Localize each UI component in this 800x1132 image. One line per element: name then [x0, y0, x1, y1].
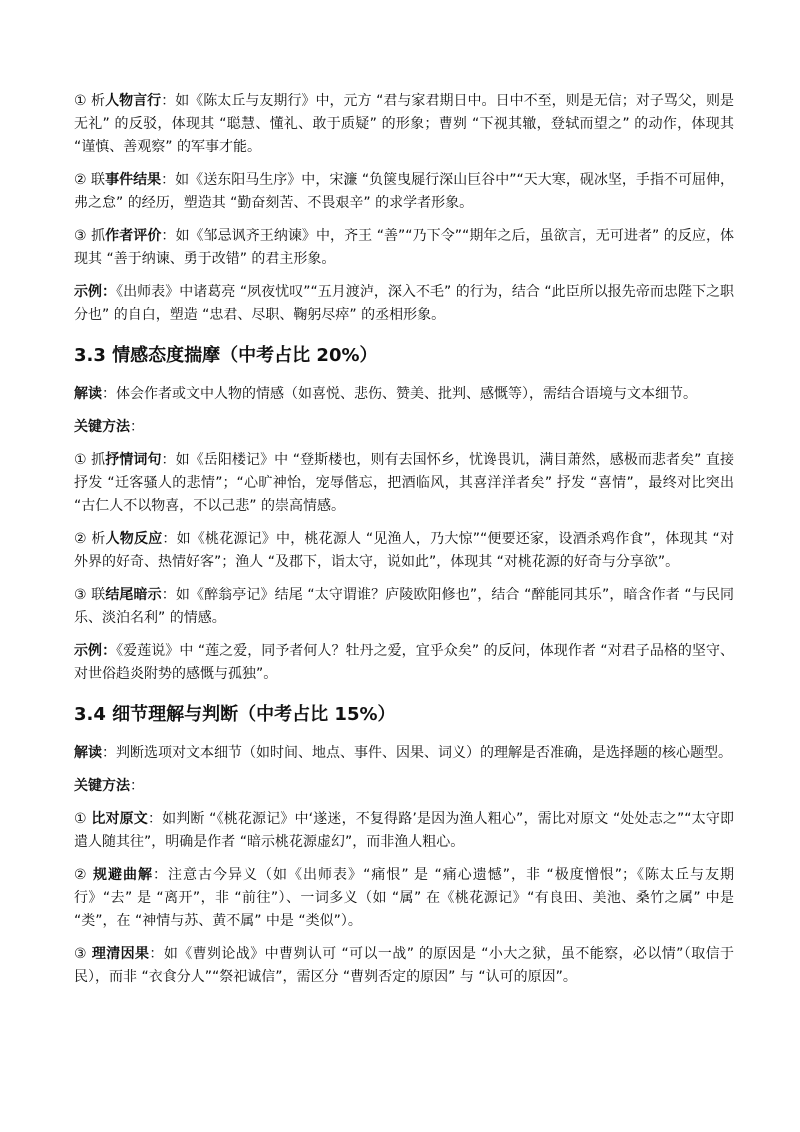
methods-label: 关键方法 — [74, 419, 130, 435]
item-text: ：如《岳阳楼记》中 “登斯楼也，则有去国怀乡，忧谗畏讥，满目萧然，感极而悲者矣” 直接抒发 “迁客骚人的悲情”；“心旷神怡，宠辱偕忘，把酒临风，其喜洋洋者矣” 抒发 “喜情”，最终对比突出 “古仁人不以物喜，不以己悲” 的崇高情感。 — [74, 452, 735, 514]
section-heading-3-4: 3.4 细节理解与判断（中考占比 15%） — [74, 704, 396, 725]
item-text: ：如《桃花源记》中，桃花源人 “见渔人，乃大惊”“便要还家，设酒杀鸡作食”，体现其 “对外界的好奇、热情好客”；渔人 “及郡下，诣太守，说如此”，体现其 “对桃花源的好奇与分享欲”。 — [74, 531, 734, 570]
item-text: ：如《曹刿论战》中曹刿认可 “可以一战” 的原因是 “小大之狱，虽不能察，必以情”（取信于民），而非 “衣食分人”“祭祀诚信”，需区分 “曹刿否定的原因” 与 “认可的原因”。 — [74, 946, 734, 985]
paragraph-character-reaction — [74, 528, 734, 574]
item-prefix: ① 抓 — [74, 452, 106, 468]
example-label: 示例： — [74, 284, 117, 300]
item-text: ：注意古今异义（如《出师表》“痛恨” 是 “痛心遗憾”，非 “极度憎恨”；《陈太丘与友期行》“去” 是 “离开”，非 “前往”）、一词多义（如 “属” 在《桃花源记》“有良田、美池、桑竹之属” 中是 “类”，在 “神情与苏、黄不属” 中是 “类似”）。 — [74, 867, 734, 929]
methods-colon: ： — [130, 419, 144, 435]
item-prefix: ① — [74, 811, 92, 827]
example-text: 《爱莲说》中 “莲之爱，同予者何人？牡丹之爱，宜乎众矣” 的反问，体现作者 “对君子品格的坚守、对世俗趋炎附势的感慨与孤独”。 — [74, 643, 735, 682]
item-keyword: 事件结果 — [105, 172, 162, 188]
methods-label: 关键方法 — [74, 778, 130, 794]
item-prefix: ① 析 — [74, 93, 106, 109]
paragraph-event-result — [74, 169, 734, 215]
intro-text: ：体会作者或文中人物的情感（如喜悦、悲伤、赞美、批判、感慨等），需结合语境与文本细节。 — [102, 386, 697, 402]
item-keyword: 人物言行 — [105, 93, 162, 109]
item-text: ：如《醉翁亭记》结尾 “太守谓谁？庐陵欧阳修也”，结合 “醉能同其乐”，暗含作者 “与民同乐、淡泊名利” 的情感。 — [74, 587, 734, 626]
intro-label: 解读 — [74, 386, 102, 402]
item-text: ：如《邹忌讽齐王纳谏》中，齐王 “善”“乃下令”“期年之后，虽欲言，无可进者” 的反应，体现其 “善于纳谏、勇于改错” 的君主形象。 — [74, 228, 734, 267]
paragraph-example — [74, 281, 734, 327]
item-keyword: 结尾暗示 — [105, 587, 162, 603]
item-keyword: 理清因果 — [91, 946, 150, 962]
item-prefix: ③ — [74, 946, 92, 962]
document-page — [74, 90, 734, 999]
item-prefix: ② 联 — [74, 172, 106, 188]
item-keyword: 作者评价 — [105, 228, 162, 244]
paragraph-ending-hint — [74, 584, 734, 630]
item-text: ：如《送东阳马生序》中，宋濂 “负箧曳屣行深山巨谷中”“天大寒，砚冰坚，手指不可屈伸，弗之怠” 的经历，塑造其 “勤奋刻苦、不畏艰辛” 的求学者形象。 — [74, 172, 735, 211]
item-text: ：如判断 “《桃花源记》中‘遂迷，不复得路’是因为渔人粗心”，需比对原文 “处处志之”“太守即遣人随其往”，明确是作者 “暗示桃花源虚幻”，而非渔人粗心。 — [74, 811, 734, 850]
paragraph-intro — [74, 383, 734, 406]
item-prefix: ② — [74, 867, 94, 883]
item-prefix: ② 析 — [74, 531, 106, 547]
section-heading-3-3: 3.3 情感态度揣摩（中考占比 20%） — [74, 345, 378, 366]
item-text: ：如《陈太丘与友期行》中，元方 “君与家君期日中。日中不至，则是无信；对子骂父，则是无礼” 的反驳，体现其 “聪慧、懂礼、敢于质疑” 的形象；曹刿 “下视其辙，登轼而望之” 的动作，体现其 “谨慎、善观察” 的军事才能。 — [74, 93, 734, 155]
item-keyword: 比对原文 — [91, 811, 148, 827]
paragraph-lyric-phrases — [74, 449, 734, 518]
example-text: 《出师表》中诸葛亮 “夙夜忧叹”“五月渡泸，深入不毛” 的行为，结合 “此臣所以报先帝而忠陛下之职分也” 的自白，塑造 “忠君、尽职、鞠躬尽瘁” 的丞相形象。 — [74, 284, 734, 323]
paragraph-compare-original — [74, 808, 734, 854]
paragraph-cause-effect — [74, 943, 734, 989]
paragraph-author-evaluation — [74, 225, 734, 271]
item-keyword: 抒情词句 — [105, 452, 162, 468]
intro-text: ：判断选项对文本细节（如时间、地点、事件、因果、词义）的理解是否准确，是选择题的核心题型。 — [102, 745, 732, 761]
paragraph-avoid-misreading — [74, 864, 734, 933]
methods-label-line — [74, 775, 734, 798]
example-label: 示例： — [74, 643, 117, 659]
paragraph-character-speech — [74, 90, 734, 159]
item-keyword: 人物反应 — [105, 531, 163, 547]
item-prefix: ③ 联 — [74, 587, 106, 603]
paragraph-example — [74, 640, 734, 686]
intro-label: 解读 — [74, 745, 102, 761]
item-keyword: 规避曲解 — [93, 867, 154, 883]
item-prefix: ③ 抓 — [74, 228, 106, 244]
paragraph-intro — [74, 742, 734, 765]
methods-colon: ： — [130, 778, 144, 794]
methods-label-line — [74, 416, 734, 439]
